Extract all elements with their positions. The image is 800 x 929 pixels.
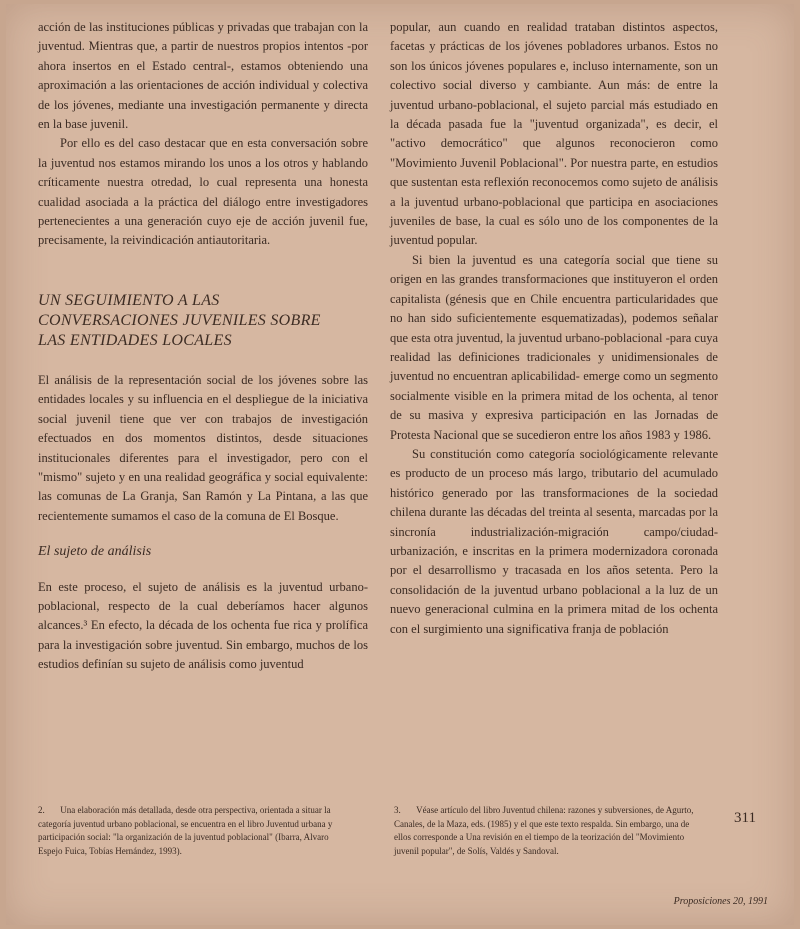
paragraph: popular, aun cuando en realidad trataban distintos aspectos, facetas y prácticas de los jóvenes pobladores urbanos. Estos no son los únicos jóvenes populares e, incluso internamente, son un colectivo social diverso y cambiante. Aun más: de entre la juventud urbano-poblacional, el sujeto parcial más estudiado en la década pasada fue la "juventud organizada", es decir, el "activo democrático" que algunos reconocieron como "Movimiento Juvenil Poblacional". Por nuestra parte, en estudios que sustentan esta reflexión reconocemos como sujeto de análisis a la juventud urbano-poblacional que participa en asociaciones juveniles de base, la cual es sólo uno de los componentes de la juventud popular. — [390, 20, 718, 248]
footnote-3 — [394, 804, 708, 858]
paragraph: Su constitución como categoría sociológicamente relevante es producto de un proceso más largo, tributario del acumulado histórico generado por las transformaciones de la sociedad chilena durante las décadas del treinta al sesenta, marcadas por la sincronía industrialización-migración campo/ciudad-urbanización, e inscritas en la primera modernizadora coronada por el desarrollismo y tracasada en los años setenta. Pero la consolidación de la juventud urbano poblacional a la luz de un nuevo generacional culmina en la primera mitad de los ochenta con el surgimiento una significativa franja de población — [390, 446, 718, 636]
section-title — [38, 291, 368, 351]
paragraph: El análisis de la representación social de los jóvenes sobre las entidades locales y su influencia en el despliegue de la iniciativa social juvenil tiene que ver con trabajos de investigación efectuados en dos momentos distintos, desde situaciones institucionales diferentes para el investigador, pero con el "mismo" sujeto y en una realidad geográfica y social equivalente: las comunas de La Granja, San Ramón y La Pintana, a las que recientemente sumamos el caso de la comuna de El Bosque. — [38, 372, 368, 523]
left-column — [38, 18, 368, 675]
footnote-number: 2. — [38, 805, 45, 815]
footnote-text: Véase artículo del libro Juventud chilena: razones y subversiones, de Agurto, Canales, de la Maza, eds. (1985) y el que este texto respalda. Sin embargo, una de ellos corresponde a Una revisión en el tiempo de la teorización del "Movimiento juvenil popular", de Solís, Valdés y Sandoval. — [394, 805, 694, 856]
page-number: 311 — [734, 810, 756, 826]
subsection-title: El sujeto de análisis — [38, 544, 152, 560]
paragraph: acción de las instituciones públicas y privadas que trabajan con la juventud. Mientras que, a partir de nuestros propios intentos -por ahora insertos en el Estado central-, estamos obteniendo una aproximación a las orientaciones de acción individual y colectiva de los jóvenes, mediante una investigación permanente y directa en la base juvenil. — [38, 20, 368, 132]
journal-tag: Proposiciones 20, 1991 — [673, 896, 768, 907]
footnote-number: 3. — [394, 805, 401, 815]
right-column — [390, 18, 718, 639]
document-page — [6, 4, 794, 925]
paragraph: En este proceso, el sujeto de análisis es la juventud urbano-poblacional, respecto de la cual deberíamos hacer algunos alcances.³ En efecto, la década de los ochenta fue rica y prolífica para la investigación sobre juventud. Sin embargo, muchos de los estudios definían su sujeto de análisis como juventud — [38, 579, 368, 672]
footnote-text: Una elaboración más detallada, desde otra perspectiva, orientada a situar la categoría juventud urbano poblacional, se encuentra en el libro Juventud urbana y participación social: "la organización de la juventud poblacional" (Ibarra, Alvaro Espejo Fuica, Tobías Hernández, 1993). — [38, 805, 333, 856]
section-title-line: LAS ENTIDADES LOCALES — [38, 331, 232, 349]
section-title-line: UN SEGUIMIENTO A LAS — [38, 291, 220, 309]
section-title-line: CONVERSACIONES JUVENILES SOBRE — [38, 311, 321, 329]
paragraph: Si bien la juventud es una categoría social que tiene su origen en las grandes transformaciones que instituyeron el orden capitalista (génesis que en Chile encuentra particularidades que no han sido suficientemente esquematizadas), podemos señalar que esta otra juventud, la juventud urbano-poblacional -para cuya realidad las definiciones tradicionales y unidimensionales de juventud no encuentran aplicabilidad- emerge como un segmento socialmente visible en la primera mitad de los ochenta, al tenor de su masiva y expresiva participación en las Jornadas de Protesta Nacional que se sucedieron entre los años 1983 y 1986. — [390, 252, 719, 442]
footnote-2 — [38, 804, 338, 858]
paragraph: Por ello es del caso destacar que en esta conversación sobre la juventud nos estamos mirando los unos a los otros y hablando críticamente nuestra otredad, lo cual representa una honesta cualidad asociada a la práctica del diálogo entre investigadores pertenecientes a una generación cuyo eje de acción juvenil fue, precisamente, la reivindicación antiautoritaria. — [38, 136, 368, 248]
